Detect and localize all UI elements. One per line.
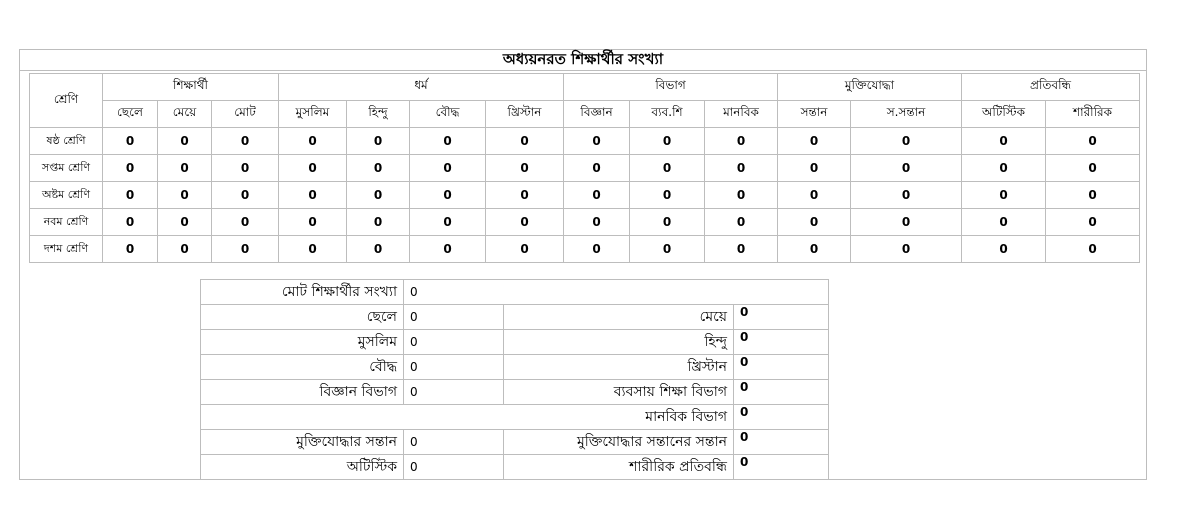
summary-label: শারীরিক প্রতিবন্ধি — [504, 455, 734, 480]
value-cell: 0 — [564, 236, 630, 263]
page-title: অধ্যয়নরত শিক্ষার্থীর সংখ্যা — [19, 49, 1147, 71]
table-row — [30, 236, 1140, 263]
value-cell: 0 — [778, 236, 851, 263]
summary-label: মানবিক বিভাগ — [201, 405, 734, 430]
value-cell: 0 — [486, 128, 564, 155]
value-cell: 0 — [564, 128, 630, 155]
value-cell: 0 — [212, 155, 279, 182]
value-cell: 0 — [630, 128, 705, 155]
value-cell: 0 — [158, 236, 212, 263]
column-header: খ্রিস্টান — [486, 101, 564, 128]
summary-label: ব্যবসায় শিক্ষা বিভাগ — [504, 380, 734, 405]
group-header: বিভাগ — [564, 74, 778, 101]
class-cell: নবম শ্রেণি — [30, 209, 103, 236]
column-header: মানবিক — [705, 101, 778, 128]
value-cell: 0 — [962, 209, 1046, 236]
value-cell: 0 — [564, 182, 630, 209]
value-cell: 0 — [410, 236, 486, 263]
value-cell: 0 — [279, 209, 347, 236]
value-cell: 0 — [851, 209, 962, 236]
summary-value: 0 — [734, 380, 829, 405]
value-cell: 0 — [630, 236, 705, 263]
table-row — [30, 209, 1140, 236]
value-cell: 0 — [103, 182, 158, 209]
value-cell: 0 — [212, 182, 279, 209]
column-header: মুসলিম — [279, 101, 347, 128]
value-cell: 0 — [103, 128, 158, 155]
summary-value: 0 — [404, 305, 504, 330]
table-row — [30, 182, 1140, 209]
value-cell: 0 — [851, 155, 962, 182]
value-cell: 0 — [158, 209, 212, 236]
summary-row — [201, 305, 829, 330]
column-header: ব্যব.শি — [630, 101, 705, 128]
value-cell: 0 — [630, 182, 705, 209]
column-header: বৌদ্ধ — [410, 101, 486, 128]
group-header: প্রতিবন্ধি — [962, 74, 1140, 101]
value-cell: 0 — [103, 236, 158, 263]
summary-label: মুক্তিযোদ্ধার সন্তানের সন্তান — [504, 430, 734, 455]
summary-label: ছেলে — [201, 305, 404, 330]
summary-value: 0 — [404, 380, 504, 405]
summary-label: খ্রিস্টান — [504, 355, 734, 380]
value-cell: 0 — [1046, 128, 1140, 155]
summary-value: 0 — [404, 330, 504, 355]
value-cell: 0 — [705, 209, 778, 236]
summary-label: বিজ্ঞান বিভাগ — [201, 380, 404, 405]
group-header-row — [30, 74, 1140, 101]
summary-row — [201, 330, 829, 355]
summary-row — [201, 355, 829, 380]
value-cell: 0 — [486, 236, 564, 263]
value-cell: 0 — [347, 182, 410, 209]
value-cell: 0 — [410, 182, 486, 209]
class-cell: দশম শ্রেণি — [30, 236, 103, 263]
value-cell: 0 — [778, 128, 851, 155]
value-cell: 0 — [486, 155, 564, 182]
group-header: ধর্ম — [279, 74, 564, 101]
summary-value: 0 — [734, 405, 829, 430]
column-header: হিন্দু — [347, 101, 410, 128]
summary-value: 0 — [734, 305, 829, 330]
group-header: মুক্তিযোদ্ধা — [778, 74, 962, 101]
value-cell: 0 — [705, 236, 778, 263]
class-column-header: শ্রেণি — [30, 74, 103, 128]
summary-row — [201, 380, 829, 405]
summary-value: 0 — [734, 330, 829, 355]
value-cell: 0 — [1046, 209, 1140, 236]
value-cell: 0 — [564, 155, 630, 182]
summary-label: মুক্তিযোদ্ধার সন্তান — [201, 430, 404, 455]
summary-row — [201, 280, 829, 305]
value-cell: 0 — [486, 182, 564, 209]
value-cell: 0 — [1046, 155, 1140, 182]
summary-label: মুসলিম — [201, 330, 404, 355]
class-cell: অষ্টম শ্রেণি — [30, 182, 103, 209]
value-cell: 0 — [279, 182, 347, 209]
value-cell: 0 — [486, 209, 564, 236]
value-cell: 0 — [279, 155, 347, 182]
column-header: শারীরিক — [1046, 101, 1140, 128]
value-cell: 0 — [410, 209, 486, 236]
table-row — [30, 128, 1140, 155]
value-cell: 0 — [279, 236, 347, 263]
value-cell: 0 — [962, 236, 1046, 263]
column-header-row — [30, 101, 1140, 128]
value-cell: 0 — [778, 209, 851, 236]
value-cell: 0 — [705, 182, 778, 209]
summary-value: 0 — [404, 455, 504, 480]
value-cell: 0 — [564, 209, 630, 236]
summary-value: 0 — [404, 355, 504, 380]
value-cell: 0 — [103, 155, 158, 182]
column-header: স.সন্তান — [851, 101, 962, 128]
value-cell: 0 — [212, 236, 279, 263]
summary-row — [201, 405, 829, 430]
column-header: অটিস্টিক — [962, 101, 1046, 128]
group-header: শিক্ষার্থী — [103, 74, 279, 101]
value-cell: 0 — [1046, 182, 1140, 209]
column-header: সন্তান — [778, 101, 851, 128]
value-cell: 0 — [705, 128, 778, 155]
value-cell: 0 — [347, 155, 410, 182]
value-cell: 0 — [1046, 236, 1140, 263]
value-cell: 0 — [410, 155, 486, 182]
summary-label: বৌদ্ধ — [201, 355, 404, 380]
value-cell: 0 — [851, 128, 962, 155]
value-cell: 0 — [279, 128, 347, 155]
value-cell: 0 — [158, 182, 212, 209]
table-row — [30, 155, 1140, 182]
column-header: বিজ্ঞান — [564, 101, 630, 128]
summary-value: 0 — [734, 355, 829, 380]
value-cell: 0 — [103, 209, 158, 236]
value-cell: 0 — [347, 209, 410, 236]
summary-value: 0 — [734, 455, 829, 480]
value-cell: 0 — [410, 128, 486, 155]
value-cell: 0 — [630, 155, 705, 182]
class-cell: ষষ্ঠ শ্রেণি — [30, 128, 103, 155]
value-cell: 0 — [212, 128, 279, 155]
column-header: মোট — [212, 101, 279, 128]
summary-row — [201, 430, 829, 455]
summary-label: মেয়ে — [504, 305, 734, 330]
value-cell: 0 — [851, 236, 962, 263]
value-cell: 0 — [212, 209, 279, 236]
value-cell: 0 — [347, 236, 410, 263]
value-cell: 0 — [962, 182, 1046, 209]
value-cell: 0 — [630, 209, 705, 236]
students-table — [29, 73, 1140, 263]
summary-value: 0 — [404, 430, 504, 455]
value-cell: 0 — [158, 128, 212, 155]
column-header: ছেলে — [103, 101, 158, 128]
summary-table — [200, 279, 829, 480]
summary-label: অটিস্টিক — [201, 455, 404, 480]
value-cell: 0 — [778, 155, 851, 182]
value-cell: 0 — [962, 128, 1046, 155]
value-cell: 0 — [851, 182, 962, 209]
summary-label: মোট শিক্ষার্থীর সংখ্যা — [201, 280, 404, 305]
value-cell: 0 — [705, 155, 778, 182]
column-header: মেয়ে — [158, 101, 212, 128]
summary-value: 0 — [734, 430, 829, 455]
summary-row — [201, 455, 829, 480]
value-cell: 0 — [778, 182, 851, 209]
value-cell: 0 — [347, 128, 410, 155]
summary-value: 0 — [404, 280, 829, 305]
value-cell: 0 — [962, 155, 1046, 182]
value-cell: 0 — [158, 155, 212, 182]
summary-label: হিন্দু — [504, 330, 734, 355]
class-cell: সপ্তম শ্রেণি — [30, 155, 103, 182]
